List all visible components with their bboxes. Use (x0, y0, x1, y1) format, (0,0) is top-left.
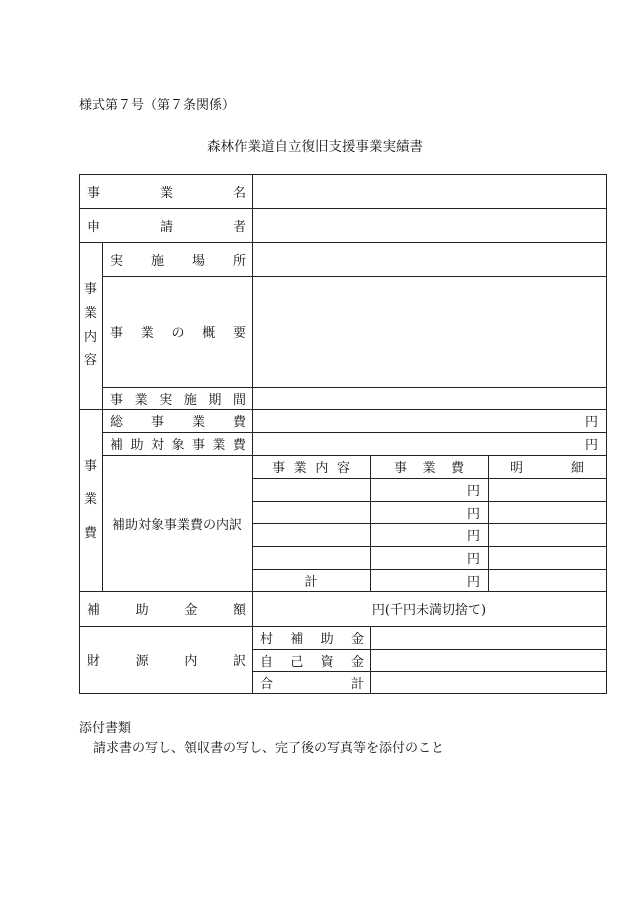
eligible-cost-label (102, 432, 252, 455)
breakdown-header-content (252, 455, 370, 478)
subsidy-amount-label (79, 591, 252, 626)
applicant-label (79, 208, 252, 242)
overview-label (102, 276, 252, 387)
breakdown-cost-yen: 円 (466, 506, 480, 522)
label-char: 村 (260, 632, 274, 647)
label-char: 実 (159, 392, 173, 408)
label-char: 間 (232, 392, 246, 408)
label-char: 費 (83, 525, 97, 541)
label-char: 金 (350, 654, 364, 670)
label-char: 事 (272, 461, 286, 476)
grid-column-divider (370, 626, 371, 694)
label-char: 名 (232, 185, 246, 201)
breakdown-header-detail (488, 455, 606, 478)
subsidy-amount-note: 円(千円未満切捨て) (371, 603, 487, 618)
funding-row-label (252, 626, 370, 649)
eligible-cost-yen: 円 (584, 438, 598, 453)
label-char: 己 (290, 654, 304, 670)
label-char: 細 (570, 461, 584, 476)
breakdown-header-cost (370, 455, 488, 478)
label-char: 助 (130, 438, 144, 453)
project-cost-group-label (79, 409, 102, 591)
funding-row-label (252, 671, 370, 693)
label-char: 費 (450, 461, 464, 476)
label-char: 業 (83, 305, 97, 321)
table-bottom-border (79, 693, 607, 694)
label-char: 業 (422, 461, 436, 476)
label-char: 事 (83, 458, 97, 474)
label-char: 業 (134, 392, 148, 408)
label-char: 金 (350, 632, 364, 647)
label-char: 事 (87, 185, 101, 201)
label-char: 実 (110, 253, 124, 269)
document-title: 森林作業道自立復旧支援事業実績書 (207, 139, 423, 155)
attachments-note: 請求書の写し、領収書の写し、完了後の写真等を添付のこと (93, 741, 445, 756)
form-number: 様式第７号（第７条関係） (79, 98, 236, 113)
total-cost-yen: 円 (584, 415, 598, 430)
label-char: 内 (83, 329, 97, 345)
label-char: 業 (83, 492, 97, 508)
label-char: 業 (140, 326, 154, 341)
label-char: 事 (150, 415, 164, 430)
label-char: 源 (135, 654, 149, 669)
label-char: 内 (184, 654, 198, 669)
label-char: 助 (320, 632, 334, 647)
label-char: 業 (191, 415, 205, 430)
funding-breakdown-label (79, 626, 252, 693)
label-char: 請 (159, 219, 173, 235)
table-right-border (606, 174, 607, 694)
label-char: 補 (87, 603, 101, 618)
label-char: 所 (232, 253, 246, 269)
label-char: 計 (350, 676, 364, 692)
attachments-title: 添付書類 (79, 721, 132, 736)
project-name-label (79, 174, 252, 208)
label-char: 容 (336, 461, 350, 476)
label-char: 施 (183, 392, 197, 408)
label-char: 業 (159, 185, 173, 201)
label-char: 費 (232, 438, 246, 453)
label-char: 事 (191, 438, 205, 453)
label-char: 助 (135, 603, 149, 618)
label-char: 場 (191, 253, 205, 269)
label-char: 事 (83, 282, 97, 298)
label-char: 内 (315, 461, 329, 476)
label-char: 財 (87, 654, 101, 669)
label-char: 訳 (232, 654, 246, 669)
label-char: 要 (232, 326, 246, 341)
label-char: 業 (212, 438, 226, 453)
breakdown-cost-yen: 円 (466, 484, 480, 499)
breakdown-cost-yen: 円 (466, 529, 480, 544)
total-cost-label (102, 409, 252, 432)
label-char: 期 (208, 392, 222, 408)
label-char: 補 (290, 632, 304, 647)
label-char: の (171, 326, 185, 341)
label-char: 事 (394, 461, 408, 476)
label-char: 概 (202, 326, 216, 341)
label-char: 資 (320, 654, 334, 670)
label-char: 申 (87, 219, 101, 235)
label-char: 合 (260, 676, 274, 692)
location-label (102, 242, 252, 276)
label-char: 者 (232, 219, 246, 235)
label-char: 施 (150, 253, 164, 269)
label-char: 金 (184, 603, 198, 618)
period-label (102, 387, 252, 409)
label-char: 額 (232, 603, 246, 618)
label-char: 自 (260, 654, 274, 670)
label-char: 対 (150, 438, 164, 453)
label-char: 明 (510, 461, 524, 476)
label-char: 総 (110, 415, 124, 430)
breakdown-cost-yen: 円 (466, 574, 480, 590)
label-char: 象 (171, 438, 185, 453)
label-char: 業 (293, 461, 307, 476)
breakdown-total-label: 計 (304, 574, 318, 590)
label-char: 容 (83, 353, 97, 369)
label-char: 費 (232, 415, 246, 430)
breakdown-cost-yen: 円 (466, 552, 480, 567)
label-char: 事 (110, 392, 124, 408)
project-content-group-label (79, 242, 102, 409)
funding-row-label (252, 649, 370, 671)
breakdown-label: 補助対象事業費の内訳 (111, 517, 242, 533)
label-char: 事 (110, 326, 124, 341)
label-char: 補 (110, 438, 124, 453)
